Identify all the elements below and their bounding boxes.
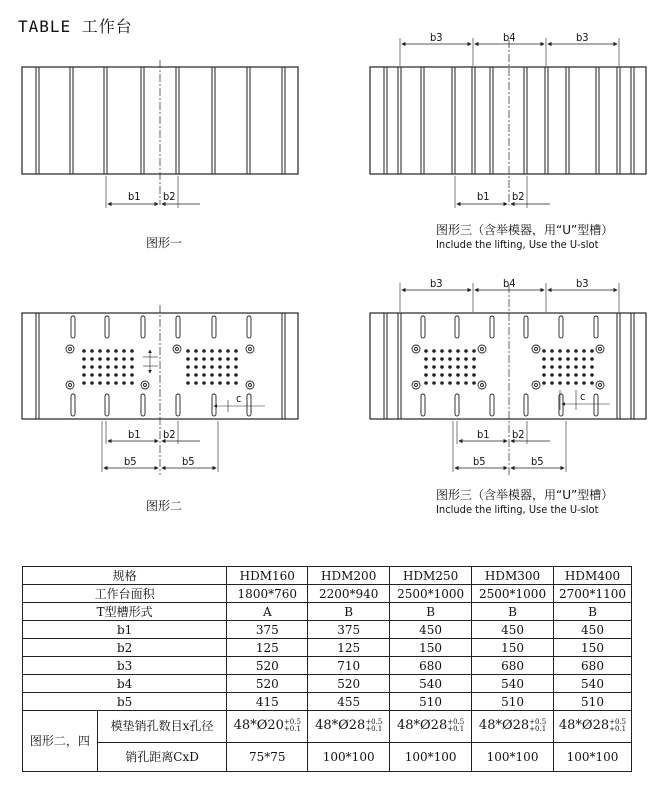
dim-b5-fig2-right: b5 — [182, 455, 195, 468]
row-label: b3 — [23, 657, 227, 675]
table-cell: 680 — [472, 657, 554, 675]
row-label: 工作台面积 — [23, 585, 227, 603]
table-row-distance — [23, 742, 632, 771]
row-label: b5 — [23, 693, 227, 711]
table-cell: 520 — [308, 675, 390, 693]
figure-4-caption-en: Include the lifting, Use the U-slot — [436, 503, 599, 516]
figure-1-caption: 图形一 — [146, 236, 183, 250]
table-cell — [554, 711, 632, 743]
dim-b4-fig3: b4 — [503, 31, 516, 44]
row-label: b1 — [23, 621, 227, 639]
table-cell: 125 — [308, 639, 390, 657]
dim-b2-fig4: b2 — [512, 428, 525, 441]
dim-b1-fig3: b1 — [477, 190, 490, 203]
table-cell: 510 — [472, 693, 554, 711]
tolerance — [609, 719, 626, 733]
dim-b3-fig4-right: b3 — [576, 277, 589, 290]
tol-low: +0.1 — [529, 724, 547, 733]
table-row — [23, 603, 632, 621]
dim-b2-fig3: b2 — [512, 190, 525, 203]
table-row — [23, 585, 632, 603]
table-cell: 2700*1100 — [554, 585, 632, 603]
table-cell: 100*100 — [472, 742, 554, 771]
table-cell: B — [554, 603, 632, 621]
row-label: b4 — [23, 675, 227, 693]
table-cell: A — [227, 603, 308, 621]
dim-c-fig4: c — [580, 390, 586, 403]
table-cell: 510 — [554, 693, 632, 711]
table-cell: 520 — [227, 657, 308, 675]
table-cell: 150 — [554, 639, 632, 657]
figure-1-drawing — [22, 60, 298, 208]
table-cell: 150 — [390, 639, 472, 657]
tol-up: +0.5 — [609, 717, 627, 726]
model-col-1: HDM160 — [227, 567, 308, 585]
page-title: TABLE 工作台 — [18, 17, 133, 36]
tolerance — [284, 719, 301, 733]
table-row — [23, 675, 632, 693]
table-cell: 540 — [472, 675, 554, 693]
dim-b2-fig2: b2 — [163, 428, 176, 441]
table-cell — [308, 711, 390, 743]
pin-main: 48*Ø28 — [315, 718, 366, 734]
tol-up: +0.5 — [283, 717, 301, 726]
table-cell: 375 — [308, 621, 390, 639]
table-cell: B — [390, 603, 472, 621]
header-label: 规格 — [23, 567, 227, 585]
table-cell: 510 — [390, 693, 472, 711]
table-cell: 2500*1000 — [472, 585, 554, 603]
spec-table — [22, 566, 632, 772]
table-cell: 100*100 — [554, 742, 632, 771]
figure-3-caption-en: Include the lifting, Use the U-slot — [436, 238, 599, 251]
group-label: 图形二，四 — [23, 711, 98, 772]
model-col-5: HDM400 — [554, 567, 632, 585]
tol-low: +0.1 — [365, 724, 383, 733]
dim-b3-fig3-right: b3 — [576, 31, 589, 44]
table-cell: 75*75 — [227, 742, 308, 771]
table-header-row — [23, 567, 632, 585]
model-col-2: HDM200 — [308, 567, 390, 585]
table-row — [23, 657, 632, 675]
figure-3-caption: 图形三（含举模器，用“U”型槽） — [436, 223, 614, 237]
dim-c-fig2: c — [236, 392, 242, 405]
table-cell: 540 — [390, 675, 472, 693]
figure-4-caption: 图形三（含举模器，用“U”型槽） — [436, 488, 614, 502]
table-row-pins — [23, 711, 632, 743]
table-cell: 710 — [308, 657, 390, 675]
dim-b2-fig1: b2 — [163, 190, 176, 203]
table-row — [23, 621, 632, 639]
distance-row-label: 销孔距离CxD — [97, 742, 227, 771]
table-cell: 450 — [472, 621, 554, 639]
dim-b1-fig1: b1 — [128, 190, 141, 203]
row-label: T型槽形式 — [23, 603, 227, 621]
figure-2-drawing — [22, 305, 298, 475]
table-cell — [472, 711, 554, 743]
figure-3-drawing — [370, 38, 646, 208]
model-col-4: HDM300 — [472, 567, 554, 585]
dim-b3-fig4-left: b3 — [430, 277, 443, 290]
table-cell: 150 — [472, 639, 554, 657]
tol-low: +0.1 — [283, 724, 301, 733]
table-cell: 2500*1000 — [390, 585, 472, 603]
table-cell: 450 — [554, 621, 632, 639]
tol-up: +0.5 — [365, 717, 383, 726]
pin-holes-right — [186, 349, 238, 385]
pin-main: 48*Ø28 — [558, 718, 610, 734]
table-cell: 2200*940 — [308, 585, 390, 603]
dim-b4-fig4: b4 — [503, 277, 516, 290]
dim-b3-fig3-left: b3 — [430, 31, 443, 44]
tol-low: +0.1 — [447, 724, 465, 733]
pin-main: 48*Ø28 — [478, 718, 530, 734]
table-cell: 100*100 — [308, 742, 390, 771]
figure-4-drawing — [370, 283, 646, 475]
dim-b1-fig4: b1 — [477, 428, 490, 441]
tol-up: +0.5 — [447, 717, 465, 726]
table-row — [23, 639, 632, 657]
tolerance — [447, 719, 464, 733]
table-cell: 1800*760 — [227, 585, 308, 603]
table-cell: 455 — [308, 693, 390, 711]
pin-holes-left — [82, 349, 134, 385]
table-cell: 680 — [390, 657, 472, 675]
tol-low: +0.1 — [609, 724, 627, 733]
pin-main: 48*Ø28 — [396, 718, 448, 734]
dim-b5-fig4-right: b5 — [531, 455, 544, 468]
tolerance — [365, 719, 382, 733]
pin-row-label: 模垫销孔数目x孔径 — [97, 711, 227, 743]
table-cell: 100*100 — [390, 742, 472, 771]
table-cell: 520 — [227, 675, 308, 693]
table-cell — [390, 711, 472, 743]
table-cell: 125 — [227, 639, 308, 657]
table-cell: 540 — [554, 675, 632, 693]
table-cell: 450 — [390, 621, 472, 639]
row-label: b2 — [23, 639, 227, 657]
dim-b5-fig2-left: b5 — [124, 455, 137, 468]
table-cell — [227, 711, 308, 743]
pin-main: 48*Ø20 — [233, 718, 284, 734]
tolerance — [529, 719, 546, 733]
table-cell: 680 — [554, 657, 632, 675]
table-cell: 375 — [227, 621, 308, 639]
table-row — [23, 693, 632, 711]
table-cell: B — [308, 603, 390, 621]
tol-up: +0.5 — [529, 717, 547, 726]
figure-2-caption: 图形二 — [146, 499, 183, 513]
dim-b5-fig4-left: b5 — [473, 455, 486, 468]
model-col-3: HDM250 — [390, 567, 472, 585]
table-cell: 415 — [227, 693, 308, 711]
table-cell: B — [472, 603, 554, 621]
dim-b1-fig2: b1 — [128, 428, 141, 441]
